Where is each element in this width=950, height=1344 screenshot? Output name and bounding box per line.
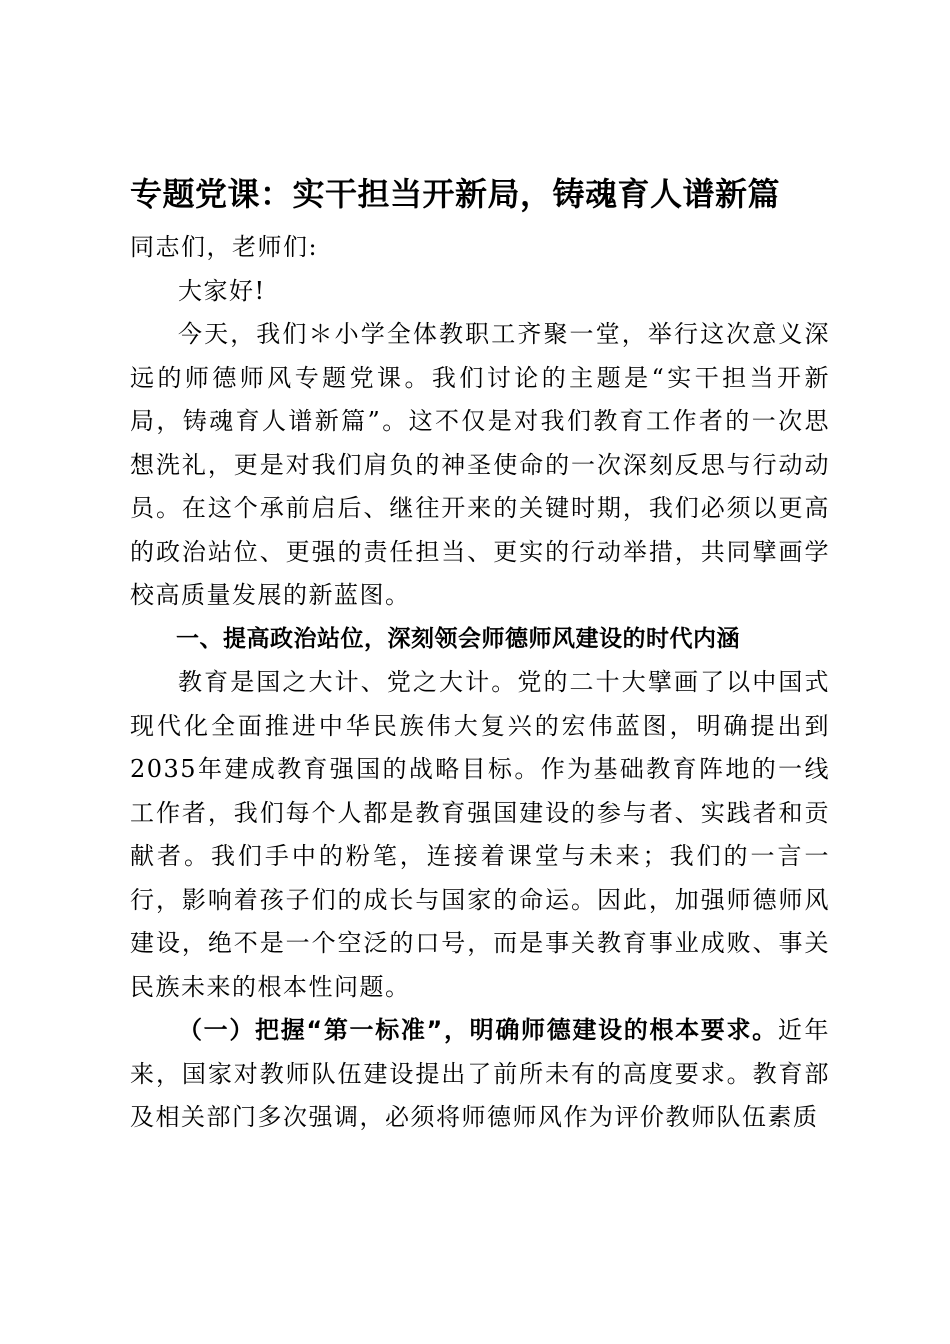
intro-paragraph: 今天，我们＊小学全体教职工齐聚一堂，举行这次意义深远的师德师风专题党课。我们讨论的主题是“实干担当开新局，铸魂育人谱新篇”。这不仅是对我们教育工作者的一次思想洗礼，更是对我们肩负的神圣使命的一次深刻反思与行动动员。在这个承前启后、继往开来的关键时期，我们必须以更高的政治站位、更强的责任担当、更实的行动举措，共同擘画学校高质量发展的新蓝图。 — [130, 320, 830, 609]
section-1-paragraph: 教育是国之大计、党之大计。党的二十大擘画了以中国式现代化全面推进中华民族伟大复兴的宏伟蓝图，明确提出到2035年建成教育强国的战略目标。作为基础教育阵地的一线工作者，我们每个人都是教育强国建设的参与者、实践者和贡献者。我们手中的粉笔，连接着课堂与未来；我们的一言一行，影响着孩子们的成长与国家的命运。因此，加强师德师风建设，绝不是一个空泛的口号，而是事关教育事业成败、事关民族未来的根本性问题。 — [130, 668, 830, 1001]
subsection-1-paragraph — [130, 1009, 830, 1140]
subsection-1-lead: （一）把握“第一标准”，明确师德建设的根本要求。 — [178, 1016, 778, 1044]
section-heading-1: 一、提高政治站位，深刻领会师德师风建设的时代内涵 — [176, 625, 740, 652]
salutation: 同志们，老师们: — [130, 233, 319, 261]
greeting: 大家好! — [178, 276, 266, 305]
subsection-1-text: 近年来，国家对教师队伍建设提出了前所未有的高度要求。教育部及相关部门多次强调，必须将师德师风作为评价教师队伍素质 — [130, 1016, 831, 1131]
document-page — [130, 168, 830, 1140]
document-title: 专题党课：实干担当开新局，铸魂育人谱新篇 — [130, 175, 781, 213]
